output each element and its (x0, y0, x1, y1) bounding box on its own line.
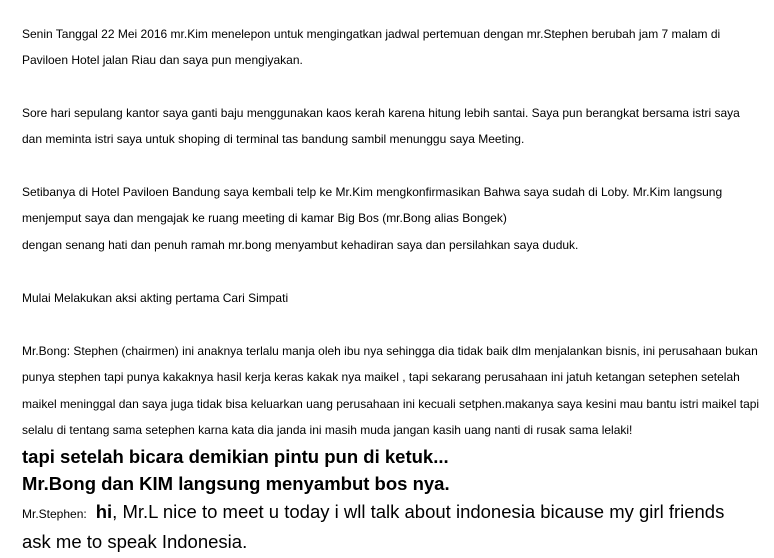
speech-line: ask me to speak Indonesia. (22, 531, 248, 552)
text-line: Paviloen Hotel jalan Riau dan saya pun mengiyakan. (22, 53, 303, 68)
bold-narration (22, 443, 450, 497)
text-line: punya stephen tapi punya kakaknya hasil kerja keras kakak nya maikel , tapi sekarang perusahaan ini jatuh ketangan setephen setelah (22, 370, 740, 385)
paragraph-acting (22, 285, 288, 311)
bold-line: Mr.Bong dan KIM langsung menyambut bos nya. (22, 473, 450, 494)
text-line: menjemput saya dan mengajak ke ruang meeting di kamar Big Bos (mr.Bong alias Bongek) (22, 211, 507, 226)
text-line: Sore hari sepulang kantor saya ganti baju menggunakan kaos kerah karena hitung lebih santai. Saya pun berangkat bersama istri saya (22, 106, 740, 120)
speech-text: , Mr.L nice to meet u today i wll talk about indonesia bicause my girl friends (112, 501, 725, 522)
text-line: selalu di tentang sama setephen karna kata dia janda ini masih muda jangan kasih uang nanti di rusak sama lelaki! (22, 423, 633, 438)
text-line: Setibanya di Hotel Paviloen Bandung saya kembali telp ke Mr.Kim mengkonfirmasikan Bahwa saya sudah di Loby. Mr.Kim langsung (22, 185, 723, 199)
speech-block (22, 498, 724, 555)
text-line: dan meminta istri saya untuk shoping di terminal tas bandung sambil menunggu saya Meeting. (22, 132, 525, 147)
bold-line: tapi setelah bicara demikian pintu pun di ketuk... (22, 446, 449, 467)
speech-line (22, 498, 724, 528)
paragraph-mr-bong (22, 338, 759, 444)
text-line: maikel meninggal dan saya juga tidak bisa keluarkan uang perusahaan ini kecuali setphen.makanya saya kesini mau bantu istri maikel tapi (22, 396, 760, 411)
paragraph-afternoon (22, 100, 740, 153)
text-line: Mulai Melakukan aksi akting pertama Cari Simpati (22, 291, 289, 305)
text-line: Mr.Bong: Stephen (chairmen) ini anaknya terlalu manja oleh ibu nya sehingga dia tidak baik dlm menjalankan bisnis, ini perusahaan bukan (22, 344, 758, 358)
paragraph-hotel-arrival (22, 179, 722, 258)
greeting-word: hi (95, 501, 113, 522)
text-line: Senin Tanggal 22 Mei 2016 mr.Kim menelepon untuk mengingatkan jadwal pertemuan dengan mr.Stephen berubah jam 7 malam di (22, 27, 721, 41)
text-line: dengan senang hati dan penuh ramah mr.bong menyambut kehadiran saya dan persilahkan saya duduk. (22, 237, 579, 252)
paragraph-schedule (22, 21, 720, 74)
speaker-label: Mr.Stephen: (22, 507, 87, 521)
